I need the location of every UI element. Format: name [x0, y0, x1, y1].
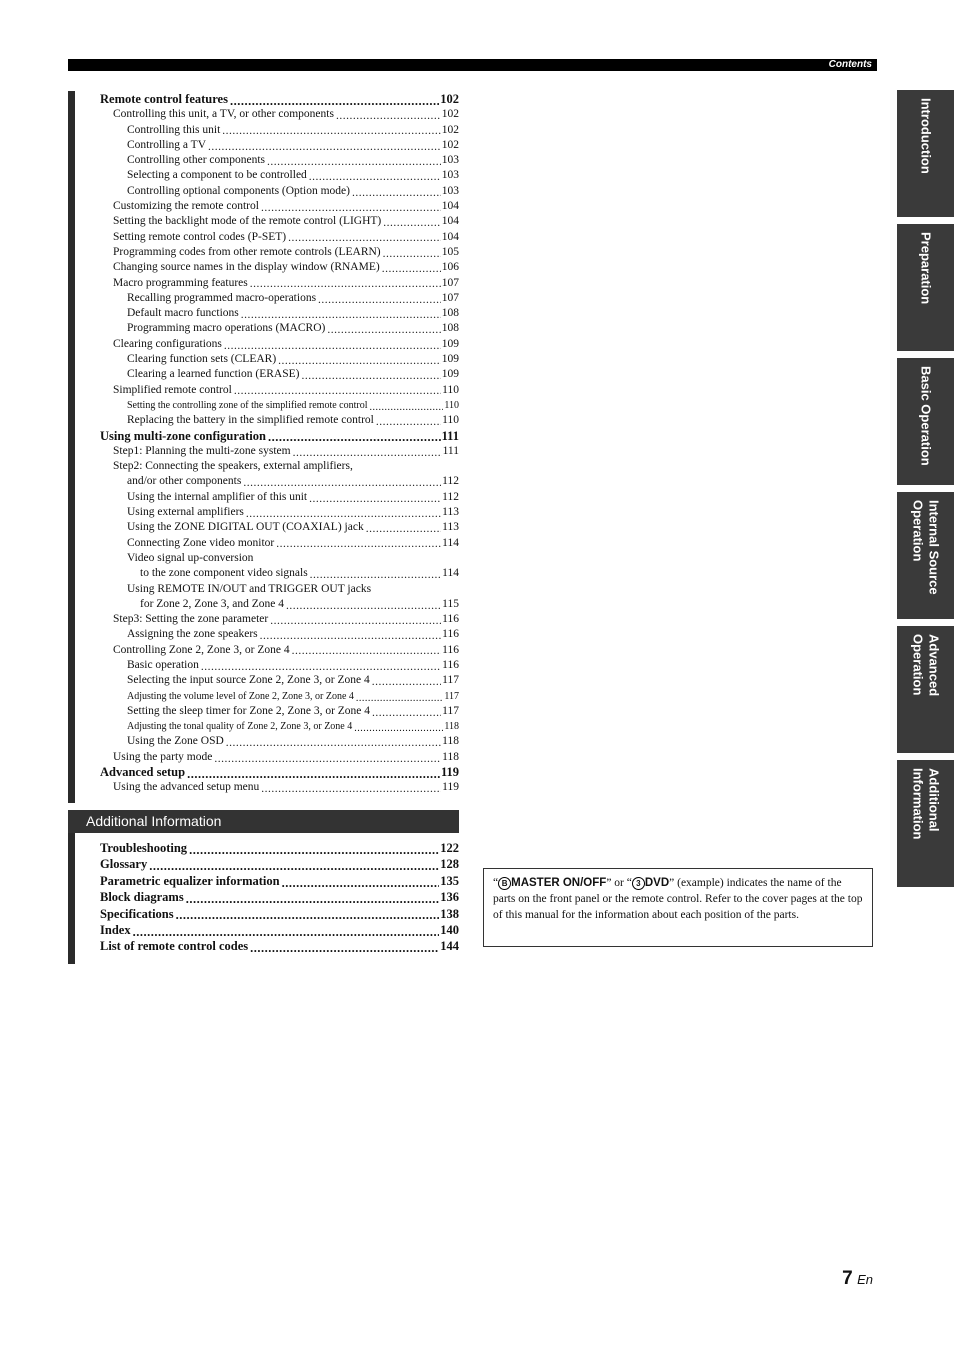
toc-entry-title: Setting remote control codes (P-SET) [113, 230, 287, 243]
dot-leader [382, 264, 441, 276]
toc-entry-title: Basic operation [127, 658, 199, 671]
toc-entry-page: 113 [442, 521, 459, 534]
toc-entry-page: 118 [442, 750, 459, 763]
toc-entry-title: Glossary [100, 857, 148, 872]
toc-entry[interactable] [100, 92, 459, 107]
side-tab-label [910, 634, 942, 696]
note-mid: ” or “ [606, 877, 632, 889]
toc-entry-title: Changing source names in the display window (RNAME) [113, 261, 380, 274]
toc-entry-page: 110 [442, 383, 459, 396]
dot-leader [149, 860, 439, 873]
circled-b-icon: B [498, 877, 511, 890]
toc-entry-title: Adjusting the tonal quality of Zone 2, Zone 3, or Zone 4 [127, 721, 353, 733]
toc-entry[interactable] [100, 922, 459, 938]
toc-entry[interactable] [100, 352, 459, 367]
toc-entry[interactable] [100, 704, 459, 719]
dot-leader [246, 509, 441, 521]
dot-leader [187, 768, 440, 781]
toc-entry[interactable] [100, 138, 459, 153]
dot-leader [282, 877, 440, 890]
toc-entry[interactable] [100, 906, 459, 922]
toc-entry-page: 117 [444, 690, 459, 702]
dot-leader [336, 111, 441, 123]
toc-entry-title: Parametric equalizer information [100, 873, 280, 888]
toc-entry[interactable] [100, 168, 459, 183]
circled-3-icon: 3 [632, 877, 645, 890]
dot-leader [309, 494, 441, 506]
toc-entry-title: Simplified remote control [113, 383, 232, 396]
toc-entry-page: 118 [442, 735, 459, 748]
toc-entry[interactable] [100, 490, 459, 505]
toc-entry[interactable] [100, 938, 459, 954]
toc-entry-page: 122 [440, 840, 459, 855]
dot-leader [366, 524, 441, 536]
toc-entry[interactable] [100, 383, 459, 398]
toc-entry-title: and/or other components [127, 475, 242, 488]
toc-entry[interactable] [100, 429, 459, 444]
dot-leader [222, 126, 440, 138]
toc-entry[interactable] [100, 321, 459, 336]
toc-entry[interactable] [100, 750, 459, 765]
side-tab-line: Information [910, 768, 926, 840]
dot-leader [309, 172, 441, 184]
toc-entry[interactable] [100, 398, 459, 413]
toc-entry-title: Block diagrams [100, 890, 184, 905]
dot-leader [267, 157, 441, 169]
side-tab-line: Basic Operation [918, 366, 934, 466]
toc-entry[interactable] [100, 520, 459, 535]
dot-leader [133, 926, 440, 939]
toc-entry-page: 108 [441, 307, 459, 320]
toc-entry-title: Recalling programmed macro-operations [127, 291, 317, 304]
toc-entry[interactable] [100, 765, 459, 780]
toc-entry-page: 102 [441, 138, 459, 151]
toc-entry[interactable] [100, 306, 459, 321]
toc-entry[interactable] [100, 582, 459, 597]
additional-left-bar [68, 833, 75, 964]
dot-leader [250, 279, 441, 291]
toc-entry-page: 107 [441, 276, 459, 289]
toc-entry-title: Video signal up-conversion [127, 551, 254, 564]
toc-entry-page: 109 [441, 353, 459, 366]
toc-entry-page: 109 [441, 337, 459, 350]
toc-entry-page: 103 [441, 184, 459, 197]
toc-entry[interactable] [100, 889, 459, 905]
additional-information-header [68, 810, 459, 833]
note-quote: “ [493, 877, 499, 889]
dot-leader [234, 386, 441, 398]
toc-entry-title: Using the Zone OSD [127, 735, 224, 748]
toc-entry[interactable] [100, 444, 459, 459]
toc-entry-page: 102 [441, 108, 459, 121]
toc-entry-page: 144 [440, 939, 459, 954]
side-tab-label [910, 500, 942, 595]
toc-entry-title: Clearing function sets (CLEAR) [127, 353, 277, 366]
toc-entry-page: 104 [441, 200, 459, 213]
toc-entry-title: Setting the controlling zone of the simplified remote control [127, 399, 368, 411]
dot-leader [214, 754, 441, 766]
side-tab-line: Additional [926, 768, 942, 832]
toc-entry-title: Default macro functions [127, 307, 239, 320]
toc-entry-page: 112 [442, 475, 459, 488]
dot-leader [301, 371, 440, 383]
toc-additional [100, 840, 459, 955]
toc-entry-page: 113 [442, 506, 459, 519]
toc-entry-page: 108 [441, 322, 459, 335]
dot-leader [241, 310, 441, 322]
toc-entry[interactable] [100, 214, 459, 229]
toc-left-bar [68, 91, 75, 803]
side-tab-line: Advanced [926, 634, 942, 697]
toc-entry-page: 104 [441, 230, 459, 243]
toc-entry-title: Using the internal amplifier of this unit [127, 490, 308, 503]
toc-entry-page: 109 [441, 368, 459, 381]
toc-entry-page: 104 [441, 215, 459, 228]
dot-leader [176, 909, 440, 922]
toc-entry-title: Index [100, 922, 131, 937]
toc-entry-title: Assigning the zone speakers [127, 628, 258, 641]
toc-entry-page: 110 [442, 414, 459, 427]
side-tab-label [918, 98, 934, 174]
toc-entry[interactable] [100, 184, 459, 199]
toc-entry-title: Specifications [100, 906, 174, 921]
toc-entry-page: 116 [442, 643, 459, 656]
dot-leader [293, 448, 442, 460]
dot-leader [276, 539, 441, 551]
toc-entry[interactable] [100, 566, 459, 581]
toc-entry[interactable] [100, 505, 459, 520]
dot-leader [230, 95, 439, 108]
toc-entry-title: Customizing the remote control [113, 200, 259, 213]
toc-entry[interactable] [100, 658, 459, 673]
toc-entry-title: Step1: Planning the multi-zone system [113, 444, 291, 457]
toc-entry[interactable] [100, 873, 459, 889]
toc-entry-page: 138 [440, 906, 459, 921]
side-tab-label [910, 768, 942, 840]
note-key-master: MASTER ON/OFF [511, 877, 607, 889]
toc-entry-title: Setting the sleep timer for Zone 2, Zone 3, or Zone 4 [127, 704, 371, 717]
toc-entry[interactable] [100, 413, 459, 428]
toc-entry-title: Controlling a TV [127, 138, 207, 151]
toc-entry-page: 114 [442, 567, 459, 580]
side-tab-line: Introduction [918, 98, 934, 174]
toc-entry-page: 128 [440, 857, 459, 872]
toc-entry-title: Programming codes from other remote controls (LEARN) [113, 245, 381, 258]
toc-entry-page: 117 [442, 704, 459, 717]
toc-entry-title: Using the party mode [113, 750, 213, 763]
toc-entry[interactable] [100, 291, 459, 306]
page-number [842, 1268, 873, 1290]
dot-leader [370, 403, 444, 413]
toc-entry-page: 115 [442, 597, 459, 610]
toc-entry-page: 111 [442, 444, 459, 457]
toc-entry-title: Controlling this unit [127, 123, 221, 136]
dot-leader [226, 738, 441, 750]
toc-entry[interactable] [100, 199, 459, 214]
toc-entry-title: to the zone component video signals [140, 567, 308, 580]
toc-entry-page: 119 [442, 781, 459, 794]
toc-entry[interactable] [100, 840, 459, 856]
dot-leader [189, 844, 439, 857]
dot-leader [278, 356, 441, 368]
dot-leader [201, 662, 441, 674]
toc-entry-page: 111 [441, 428, 459, 443]
note-text: ” (example) indicates the name of the parts on the front panel or the remote control. Refer to the cover pages at the top of this manual for the information about each position of the parts. [493, 877, 863, 921]
dot-leader [310, 570, 442, 582]
toc-entry[interactable] [100, 780, 459, 795]
side-tab[interactable] [897, 492, 954, 619]
toc-entry-page: 136 [440, 890, 459, 905]
note-key-dvd: DVD [644, 877, 670, 889]
toc-entry[interactable] [100, 474, 459, 489]
toc-entry-page: 116 [442, 658, 459, 671]
toc-entry-page: 117 [442, 674, 459, 687]
toc-entry-title: List of remote control codes [100, 939, 249, 954]
toc-entry-page: 135 [440, 873, 459, 888]
toc-entry[interactable] [100, 367, 459, 382]
toc-entry-page: 118 [444, 721, 459, 733]
toc-entry-page: 106 [441, 261, 459, 274]
toc-entry-title: Clearing configurations [113, 337, 222, 350]
toc-entry-title: Controlling this unit, a TV, or other components [113, 108, 334, 121]
note-box [483, 868, 873, 947]
side-tab-line: Internal Source [926, 500, 942, 595]
dot-leader [243, 478, 441, 490]
toc-entry-title: Using the ZONE DIGITAL OUT (COAXIAL) jack [127, 521, 364, 534]
side-tab[interactable] [897, 90, 954, 217]
side-tab[interactable] [897, 358, 954, 485]
toc-entry-title: Troubleshooting [100, 840, 188, 855]
toc-entry[interactable] [100, 107, 459, 122]
toc-entry[interactable] [100, 153, 459, 168]
side-tab-label [918, 232, 934, 304]
toc-entry-title: Clearing a learned function (ERASE) [127, 368, 300, 381]
toc-entry[interactable] [100, 719, 459, 734]
toc-entry-page: 119 [440, 765, 459, 780]
toc-entry-page: 112 [442, 490, 459, 503]
toc-entry-title: Replacing the battery in the simplified remote control [127, 414, 374, 427]
toc-entry-title: Using multi-zone configuration [100, 428, 266, 443]
dot-leader [208, 142, 441, 154]
dot-leader [292, 646, 442, 658]
page-number-value: 7 [842, 1268, 853, 1289]
dot-leader [250, 942, 439, 955]
toc-entry-title: Adjusting the volume level of Zone 2, Zone 3, or Zone 4 [127, 690, 354, 702]
dot-leader [372, 677, 441, 689]
dot-leader [372, 708, 441, 720]
toc-entry[interactable] [100, 627, 459, 642]
toc-entry-title: Controlling Zone 2, Zone 3, or Zone 4 [113, 643, 290, 656]
dot-leader [186, 893, 440, 906]
toc-entry[interactable] [100, 230, 459, 245]
dot-leader [376, 417, 441, 429]
side-tab[interactable] [897, 760, 954, 887]
side-tab-line: Operation [910, 500, 926, 562]
dot-leader [352, 188, 441, 200]
toc-entry-page: 107 [441, 291, 459, 304]
dot-leader [383, 249, 441, 261]
toc-entry[interactable] [100, 856, 459, 872]
toc-entry[interactable] [100, 276, 459, 291]
toc-entry-title: Step2: Connecting the speakers, external amplifiers, [113, 460, 353, 473]
toc-entry-page: 116 [442, 613, 459, 626]
side-tab-line: Operation [910, 634, 926, 696]
toc-entry-page: 102 [441, 123, 459, 136]
toc-entry-title: Selecting the input source Zone 2, Zone 3, or Zone 4 [127, 674, 370, 687]
side-tab-label [918, 366, 934, 466]
toc-main [100, 92, 459, 796]
toc-entry-title: Using external amplifiers [127, 506, 244, 519]
section-title: Additional Information [86, 813, 222, 829]
side-tab[interactable] [897, 224, 954, 351]
toc-entry[interactable] [100, 734, 459, 749]
side-tab[interactable] [897, 626, 954, 753]
toc-entry-page: 114 [442, 536, 459, 549]
dot-leader [356, 694, 443, 704]
dot-leader [327, 325, 440, 337]
toc-entry[interactable] [100, 459, 459, 474]
toc-entry[interactable] [100, 123, 459, 138]
toc-entry[interactable] [100, 612, 459, 627]
toc-entry-title: Setting the backlight mode of the remote control (LIGHT) [113, 215, 382, 228]
toc-entry-page: 140 [440, 922, 459, 937]
toc-entry[interactable] [100, 643, 459, 658]
toc-entry-title: Connecting Zone video monitor [127, 536, 275, 549]
toc-entry-page: 102 [440, 92, 459, 106]
dot-leader [260, 631, 442, 643]
toc-entry-title: Step3: Setting the zone parameter [113, 613, 269, 626]
toc-entry-title: Remote control features [100, 92, 228, 106]
toc-entry-page: 103 [441, 154, 459, 167]
toc-entry[interactable] [100, 337, 459, 352]
section-label: Contents [828, 59, 872, 70]
toc-entry-title: Using REMOTE IN/OUT and TRIGGER OUT jacks [127, 582, 372, 595]
toc-entry-page: 116 [442, 628, 459, 641]
toc-entry-title: for Zone 2, Zone 3, and Zone 4 [140, 597, 285, 610]
toc-entry-page: 110 [444, 399, 459, 411]
dot-leader [268, 431, 441, 444]
toc-entry-page: 103 [441, 169, 459, 182]
toc-entry[interactable] [100, 536, 459, 551]
toc-entry-title: Programming macro operations (MACRO) [127, 322, 326, 335]
dot-leader [354, 724, 443, 734]
toc-entry-title: Macro programming features [113, 276, 248, 289]
dot-leader [261, 203, 441, 215]
dot-leader [224, 341, 441, 353]
dot-leader [286, 601, 441, 613]
dot-leader [288, 233, 441, 245]
page-lang: En [857, 1272, 873, 1287]
toc-entry[interactable] [100, 551, 459, 566]
toc-entry[interactable] [100, 245, 459, 260]
toc-entry-title: Advanced setup [100, 765, 186, 780]
dot-leader [383, 218, 440, 230]
toc-entry[interactable] [100, 260, 459, 275]
toc-entry[interactable] [100, 597, 459, 612]
toc-entry[interactable] [100, 689, 459, 704]
dot-leader [270, 616, 441, 628]
toc-entry-title: Controlling optional components (Option mode) [127, 184, 350, 197]
toc-entry-page: 105 [441, 245, 459, 258]
side-tab-line: Preparation [918, 232, 934, 305]
dot-leader [261, 784, 441, 796]
toc-entry[interactable] [100, 673, 459, 688]
toc-entry-title: Using the advanced setup menu [113, 781, 260, 794]
dot-leader [318, 295, 441, 307]
header-bar [68, 59, 877, 71]
toc-entry-title: Controlling other components [127, 154, 265, 167]
toc-entry-title: Selecting a component to be controlled [127, 169, 307, 182]
